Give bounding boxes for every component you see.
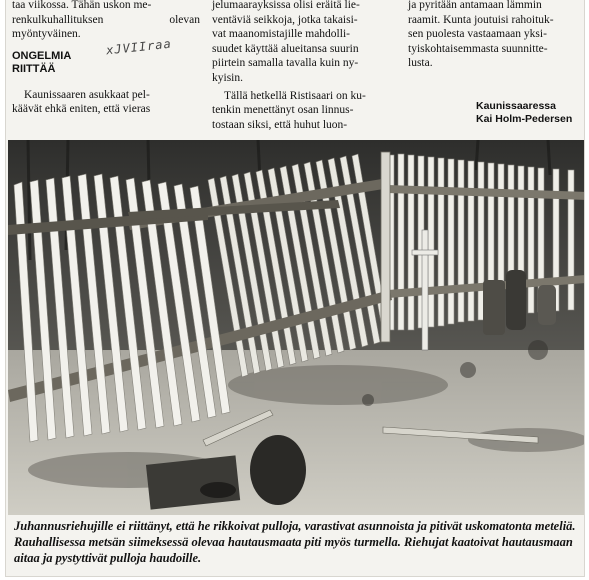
handwritten-annotation: xJVIIraa: [105, 36, 173, 58]
column-1-line-2: renkulkuhallituksen olevan: [12, 13, 200, 26]
article-column-3: [408, 0, 584, 71]
fence-post: [381, 152, 390, 342]
byline-place: Kaunissaaressa: [476, 100, 556, 112]
article-column-1: [12, 0, 200, 117]
column-2-paragraph-2: Tällä hetkellä Ristisaari on ku- tenkin menettänyt osan linnus- tostaan siksi, että huhut luon-: [212, 89, 366, 131]
article-column-2: [212, 0, 394, 132]
photo-caption: Juhannusriehujille ei riittänyt, että he rikkoivat pulloja, varastivat asunnoista ja pitivät uskomatonta meteliä. Rauhallisessa metsän siimeksessä olevaa hautausmaata piti myös turmella. Riehujat kaatoivat hautausmaan aitaa ja pystyttivät pulloja haudoille.: [14, 519, 576, 565]
newspaper-clipping: [6, 0, 584, 576]
column-1-paragraph: Kaunissaaren asukkaat pel- käävät ehkä eniten, että vieras: [12, 88, 151, 116]
byline-author: Kai Holm-Pedersen: [476, 113, 573, 125]
column-3-paragraph: ja pyritään antamaan lämmin raamit. Kunta joutuisi rahoituk- sen puolesta vastaamaan yksi- tyiskohtaisemmasta suunnitte- lusta.: [408, 0, 554, 70]
news-photo: [8, 140, 584, 515]
column-2-paragraph-1: jelumaarayksissa olisi eräitä lie- ventäviä seikkoja, jotka takaisi- vat maanomistajille mahdolli- suudet käyttää alueitansa suurin piirtein samalla tavalla kuin ny- kyisin.: [212, 0, 360, 84]
subheading-ongelmia: ONGELMIA RIITTÄÄ: [12, 49, 72, 75]
column-1-line-1: taa viikossa. Tähän uskon me-: [12, 0, 152, 11]
fence-photo-illustration: [8, 140, 584, 515]
column-1-line-3: myöntyväinen.: [12, 28, 81, 41]
byline: [476, 100, 584, 126]
